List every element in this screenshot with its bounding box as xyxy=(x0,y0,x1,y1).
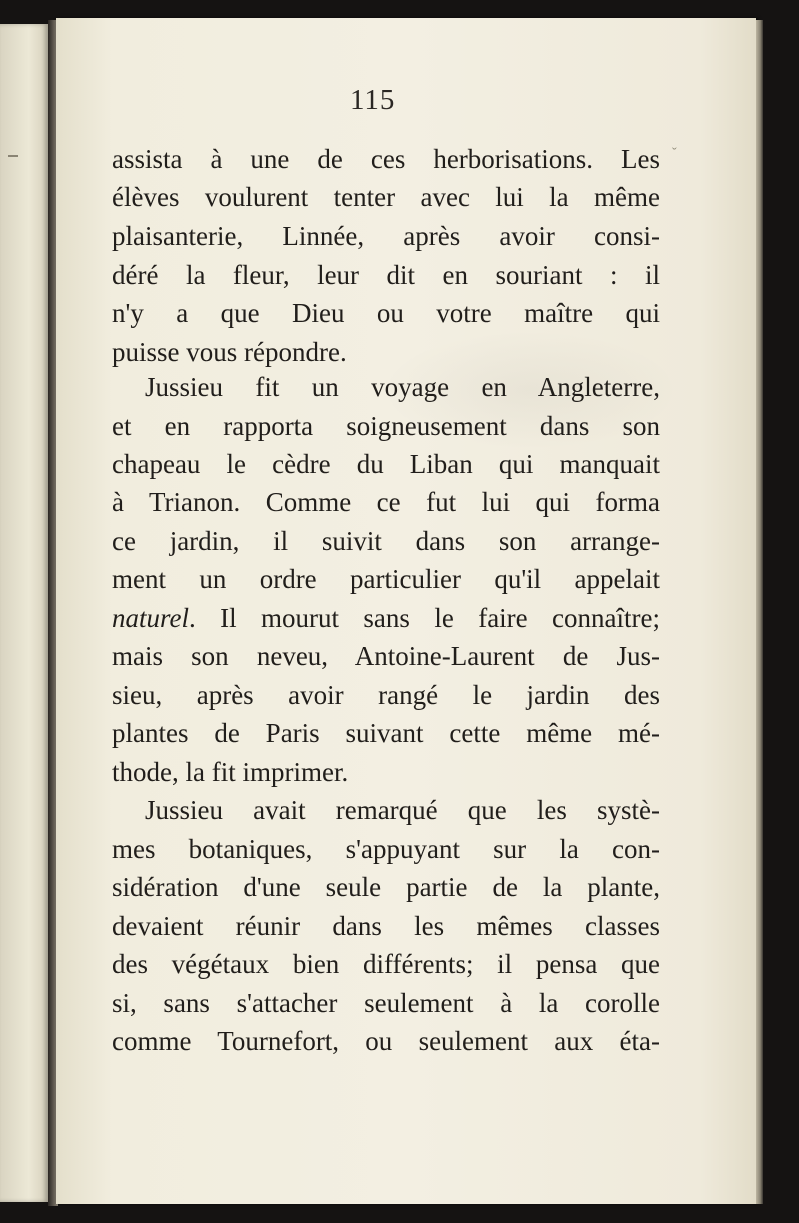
body-line: comme Tournefort, ou seulement aux éta- xyxy=(112,1026,660,1056)
margin-tick: ˇ xyxy=(672,146,677,161)
body-line: puisse vous répondre. xyxy=(112,337,347,367)
facing-page-edge xyxy=(0,24,48,1202)
body-line: ce jardin, il suivit dans son arrange- xyxy=(112,526,660,556)
body-line: devaient réunir dans les mêmes classes xyxy=(112,911,660,941)
body-line: chapeau le cèdre du Liban qui manquait xyxy=(112,449,660,479)
body-line: assista à une de ces herborisations. Les xyxy=(112,144,660,174)
body-line: sieu, après avoir rangé le jardin des xyxy=(112,680,660,710)
body-line: n'y a que Dieu ou votre maître qui xyxy=(112,298,660,328)
body-line: si, sans s'attacher seulement à la corolle xyxy=(112,988,660,1018)
body-line: élèves voulurent tenter avec lui la même xyxy=(112,182,660,212)
body-line: mes botaniques, s'appuyant sur la con- xyxy=(112,834,660,864)
body-line: plantes de Paris suivant cette même mé- xyxy=(112,718,660,748)
body-line: à Trianon. Comme ce fut lui qui forma xyxy=(112,487,660,517)
page-number: 115 xyxy=(350,84,396,116)
body-line: Jussieu fit un voyage en Angleterre, xyxy=(145,372,660,402)
body-line-with-italic: naturel. Il mourut sans le faire connaître; xyxy=(112,603,660,633)
body-line: mais son neveu, Antoine-Laurent de Jus- xyxy=(112,641,660,671)
body-line: sidération d'une seule partie de la plante, xyxy=(112,872,660,902)
body-line: plaisanterie, Linnée, après avoir consi- xyxy=(112,221,660,251)
facing-page-mark xyxy=(8,155,18,157)
body-line: et en rapporta soigneusement dans son xyxy=(112,411,660,441)
italic-term: naturel xyxy=(112,603,189,633)
body-line: ment un ordre particulier qu'il appelait xyxy=(112,564,660,594)
body-line: des végétaux bien différents; il pensa que xyxy=(112,949,660,979)
body-line: Jussieu avait remarqué que les systè- xyxy=(145,795,660,825)
body-line: thode, la fit imprimer. xyxy=(112,757,349,787)
body-line: déré la fleur, leur dit en souriant : il xyxy=(112,260,660,290)
page-stack-edge xyxy=(756,20,763,1204)
